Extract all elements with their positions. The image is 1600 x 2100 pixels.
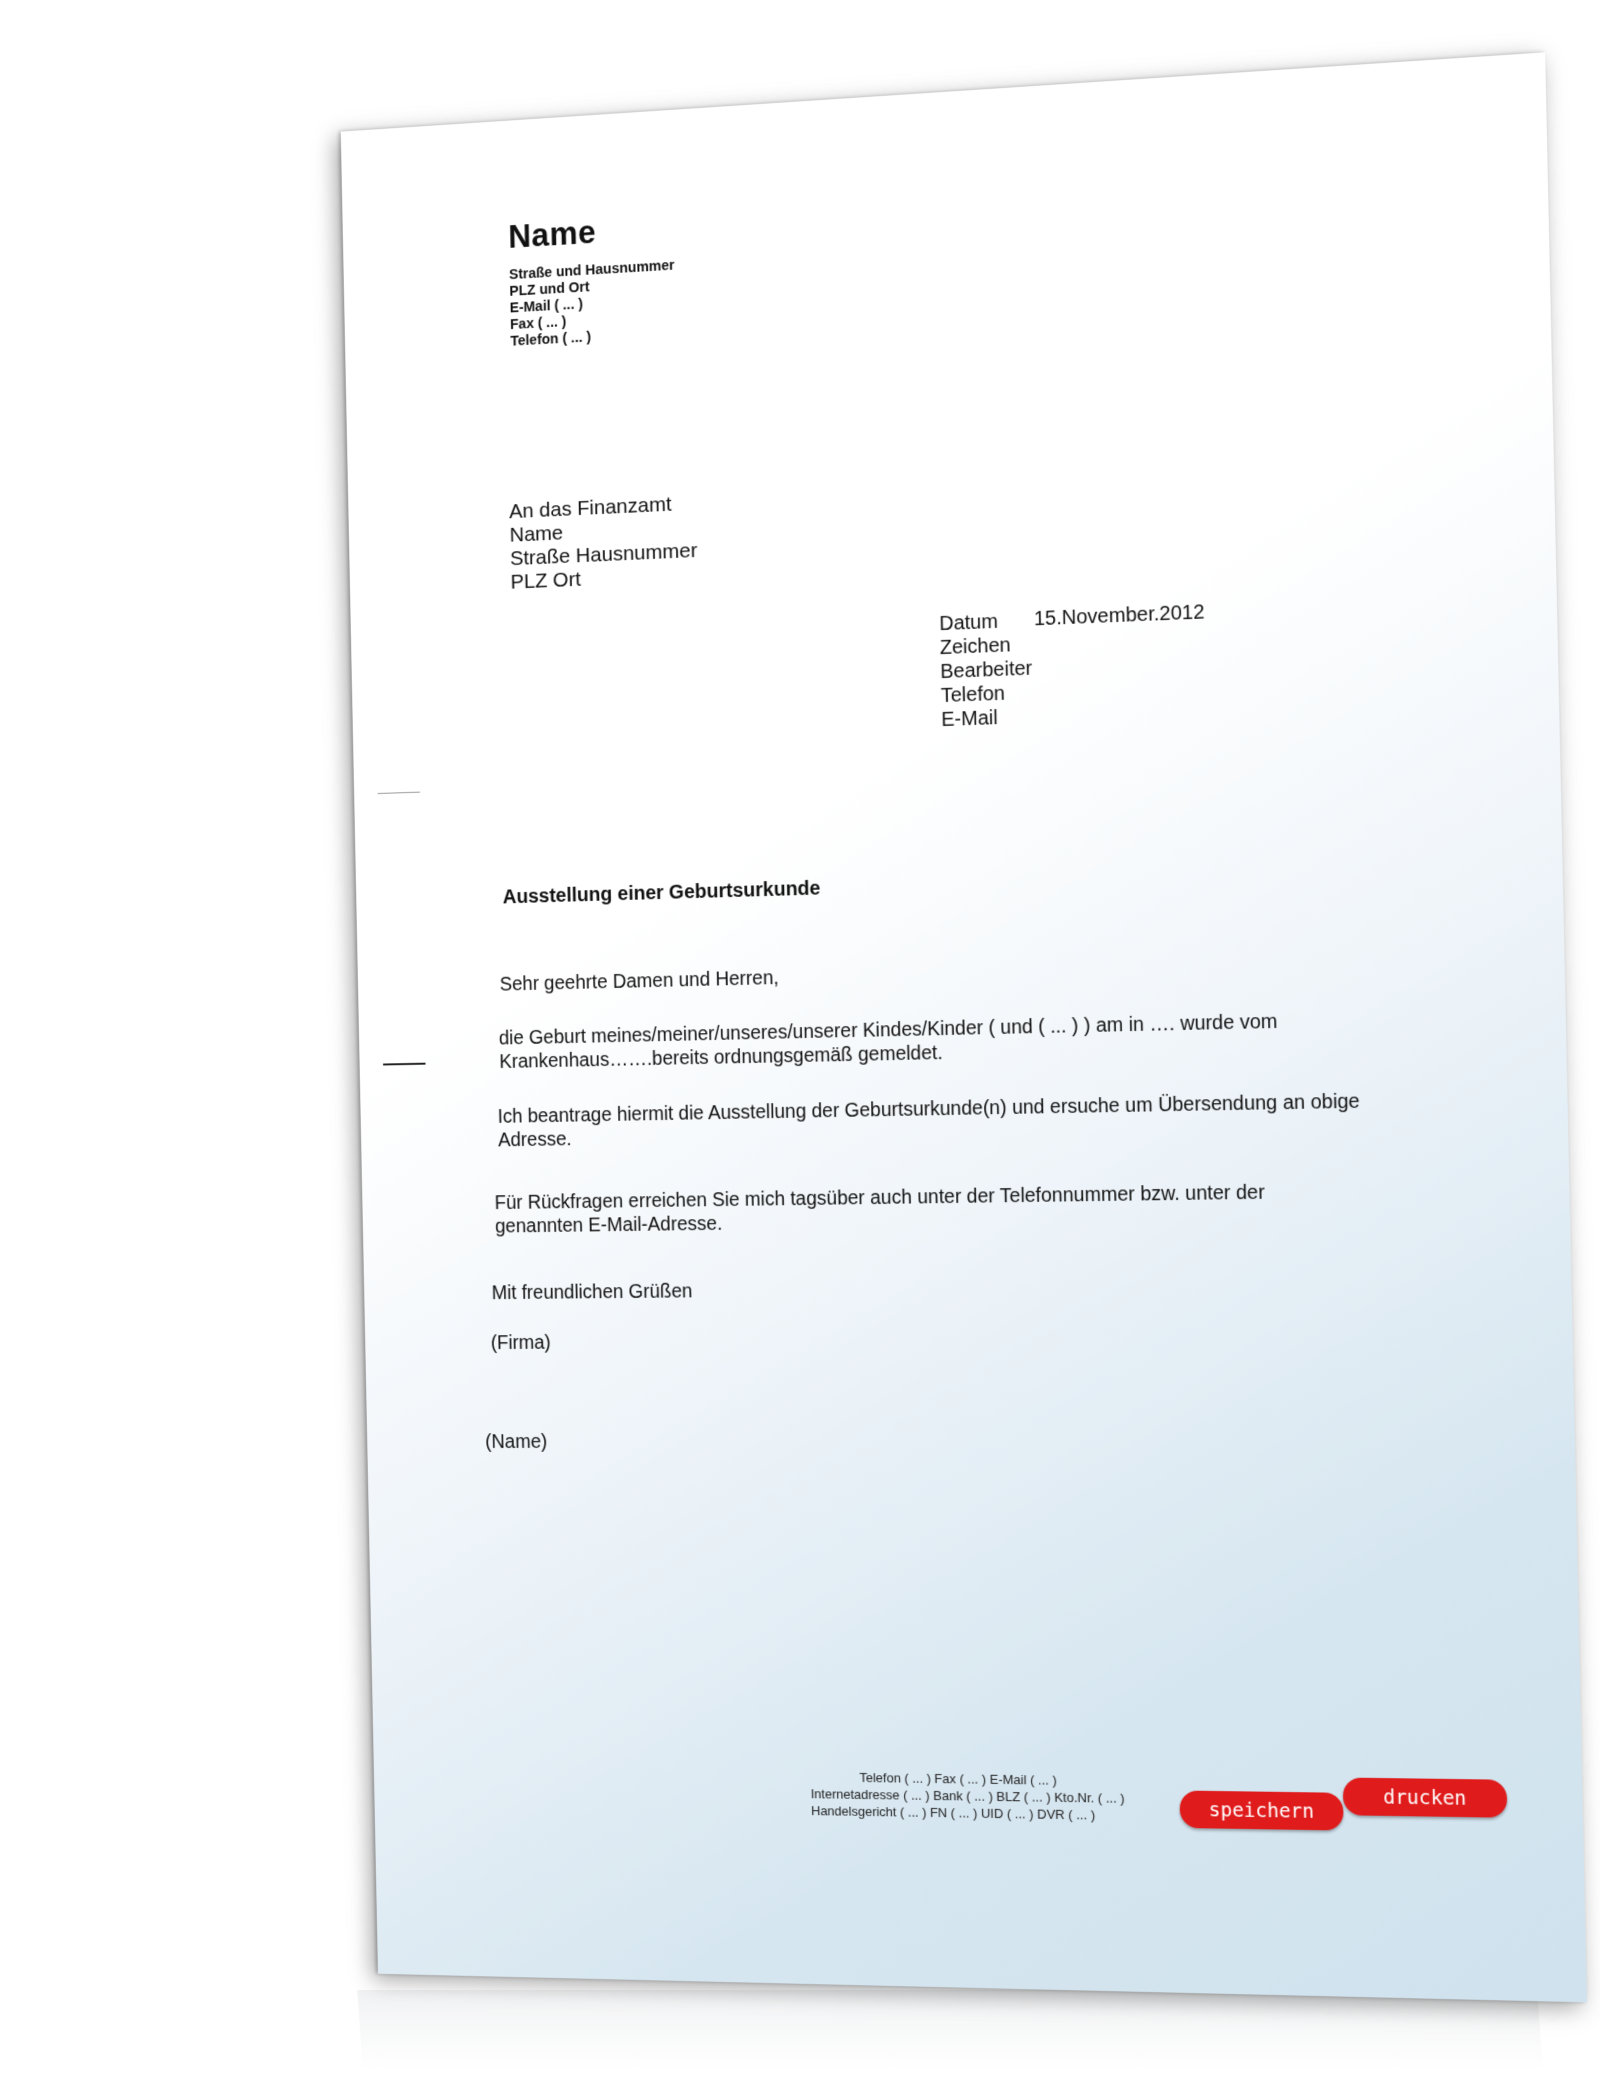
reference-labels bbox=[939, 608, 1033, 732]
print-button[interactable]: drucken bbox=[1343, 1778, 1508, 1818]
recipient-line: An das Finanzamt bbox=[508, 492, 672, 524]
paragraph-3-line-2: genannten E-Mail-Adresse. bbox=[494, 1212, 723, 1238]
paragraph-2-line-2: Adresse. bbox=[497, 1128, 572, 1152]
sender-fax: Fax ( ... ) bbox=[509, 314, 567, 334]
footer-contact-line: Telefon ( ... ) Fax ( ... ) E-Mail ( ... ) bbox=[859, 1770, 1058, 1788]
punch-mark bbox=[383, 1063, 425, 1066]
recipient-line: PLZ Ort bbox=[510, 567, 582, 594]
sender-email: E-Mail ( ... ) bbox=[509, 296, 584, 317]
label-reference: Zeichen bbox=[939, 634, 1011, 660]
recipient-line: Name bbox=[509, 521, 564, 547]
paragraph-1-line-2: Krankenhaus…….bereits ordnungsgemäß gemeldet. bbox=[499, 1042, 943, 1073]
sender-address-block bbox=[509, 258, 676, 351]
signature-name: (Name) bbox=[485, 1431, 548, 1453]
label-clerk: Bearbeiter bbox=[940, 657, 1033, 684]
signature-company: (Firma) bbox=[490, 1331, 551, 1354]
letter-subject: Ausstellung einer Geburtsurkunde bbox=[502, 877, 821, 909]
footer-bank-line: Internetadresse ( ... ) Bank ( ... ) BLZ ( ... ) Kto.Nr. ( ... ) bbox=[810, 1786, 1125, 1806]
paragraph-3-line-1: Für Rückfragen erreichen Sie mich tagsüber auch unter der Telefonnummer bzw. unter der bbox=[494, 1181, 1265, 1214]
sender-street: Straße und Hausnummer bbox=[508, 257, 675, 284]
letter-sheet bbox=[341, 52, 1587, 2002]
footer-registry-line: Handelsgericht ( ... ) FN ( ... ) UID ( ... ) DVR ( ... ) bbox=[810, 1803, 1096, 1823]
closing: Mit freundlichen Grüßen bbox=[491, 1280, 693, 1305]
label-phone: Telefon bbox=[940, 682, 1006, 708]
sender-name: Name bbox=[507, 213, 597, 255]
label-date: Datum bbox=[939, 610, 999, 636]
fold-mark bbox=[378, 792, 420, 794]
label-email: E-Mail bbox=[941, 707, 998, 732]
paragraph-2-line-1: Ich beantrage hiermit die Ausstellung der Geburtsurkunde(n) und ersuche um Übersendung an obige bbox=[497, 1090, 1360, 1128]
salutation: Sehr geehrte Damen und Herren, bbox=[499, 967, 779, 996]
sender-city: PLZ und Ort bbox=[509, 279, 590, 300]
paragraph-1-line-1: die Geburt meines/meiner/unseres/unserer Kindes/Kinder ( und ( ... ) ) am in …. wurde vom bbox=[498, 1010, 1278, 1050]
letter-date: 15.November.2012 bbox=[1033, 601, 1205, 631]
sender-phone: Telefon ( ... ) bbox=[510, 329, 592, 350]
paper-reflection bbox=[357, 1990, 1543, 2070]
save-button[interactable]: speichern bbox=[1179, 1790, 1343, 1830]
recipient-line: Straße Hausnummer bbox=[509, 539, 698, 571]
recipient-address-block bbox=[509, 492, 698, 595]
